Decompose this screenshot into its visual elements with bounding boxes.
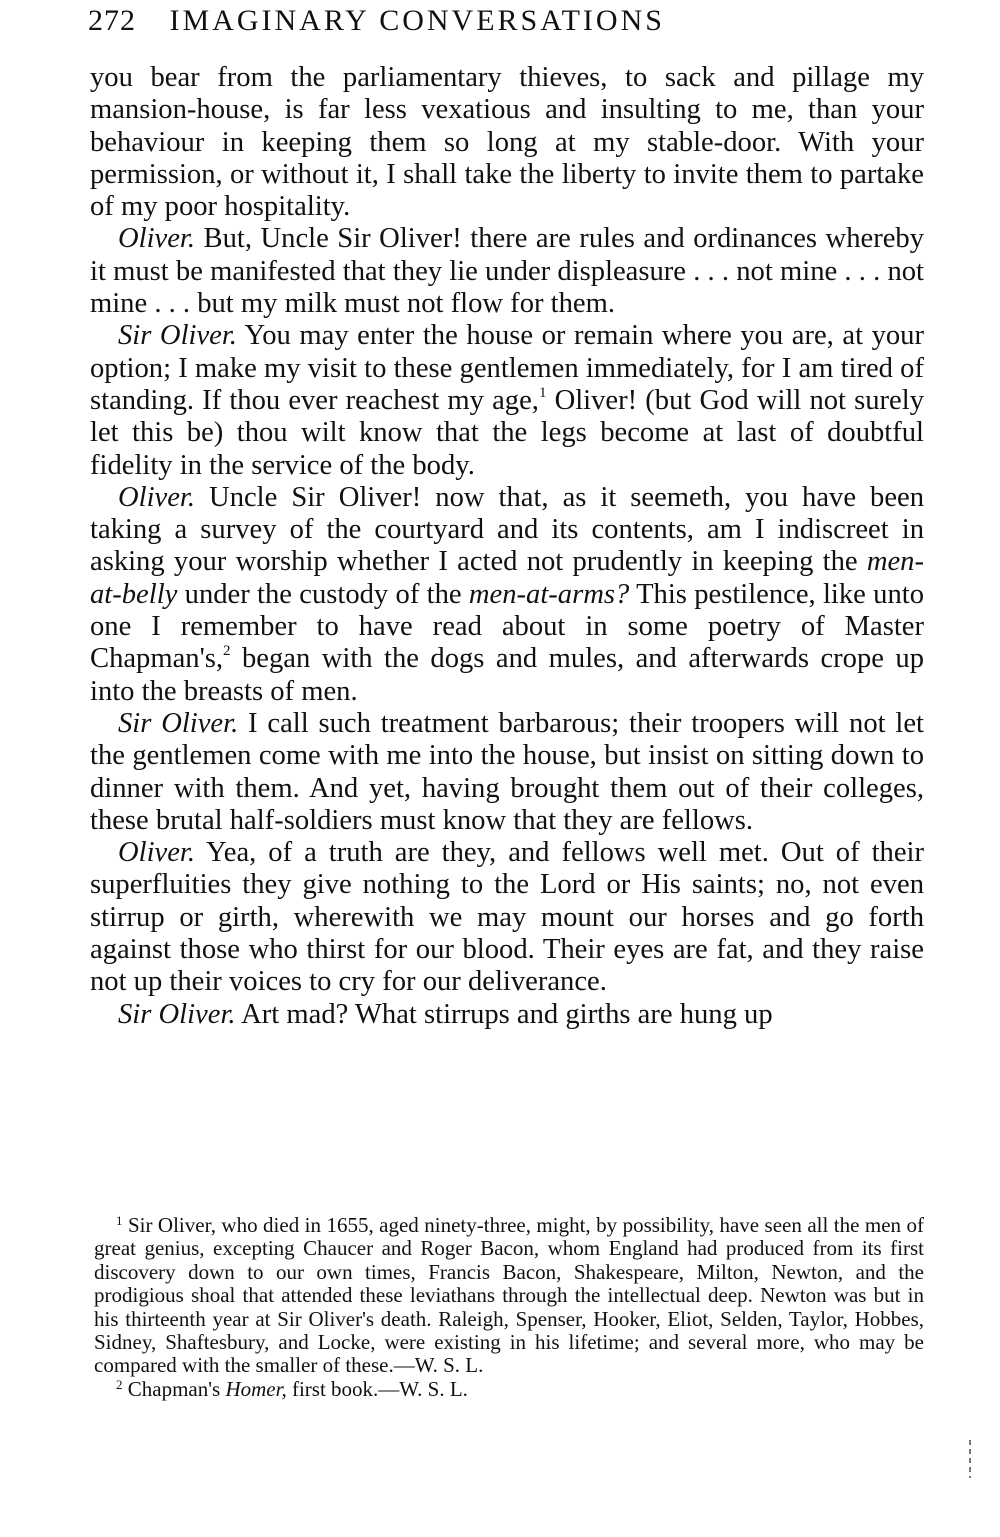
- page-number: 272: [88, 4, 136, 37]
- footnote-text: Sir Oliver, who died in 1655, aged ninety-three, might, by possibility, have seen all the men of great genius, excepting Chaucer and Roger Bacon, whom England had produced from its first discovery down to our own times, Francis Bacon, Shakespeare, Milton, Newton, and the prodigious shoal that attended these leviathans through the intellectual deep. Newton was but in his thirteenth year at Sir Oliver's death. Raleigh, Spenser, Hooker, Eliot, Selden, Taylor, Hobbes, Sidney, Shaftesbury, and Locke, were existing in his lifetime; and several more, who may be compared with the smaller of these.—W. S. L.: [94, 1213, 924, 1378]
- paragraph-continued: [90, 62, 924, 223]
- running-title: IMAGINARY CONVERSATIONS: [169, 4, 665, 37]
- speech-text: Oliver! (but God will not surely let this be) thou wilt know that the legs become at last of doubtful fidelity in the service of the body.: [90, 384, 924, 481]
- footnote-text: first book.—W. S. L.: [286, 1376, 468, 1401]
- italic-term: men-at-arms?: [468, 578, 630, 610]
- speaker-name: Sir Oliver.: [118, 320, 237, 352]
- footnote-mark: 1: [116, 1213, 123, 1228]
- speaker-name: Oliver.: [118, 481, 196, 513]
- scan-edge-mark: [969, 1440, 971, 1478]
- speech-oliver-3: [90, 837, 924, 998]
- speaker-name: Sir Oliver.: [118, 707, 239, 739]
- speech-oliver-1: [90, 223, 924, 320]
- footnote-mark: 2: [116, 1376, 123, 1392]
- speech-oliver-2: [90, 482, 924, 708]
- speech-text: But, Uncle Sir Oliver! there are rules and ordinances whereby it must be manifested that they lie under displeasure . . . not mine . . . not mine . . . but my milk must not flow for them.: [90, 223, 924, 320]
- running-header: [88, 4, 928, 46]
- footnote-2: [94, 1378, 924, 1401]
- footnote-1: [94, 1214, 924, 1378]
- footnotes: [94, 1214, 924, 1401]
- speaker-name: Sir Oliver.: [118, 998, 236, 1030]
- italic-title: Homer,: [225, 1376, 287, 1401]
- speech-text: You may enter the house or remain where you are, at your option; I make my visit to these gentlemen immediately, for I am tired of standing. If thou ever reachest my age,: [90, 320, 924, 416]
- speech-text: Uncle Sir Oliver! now that, as it seemeth, you have been taking a survey of the courtyard and its contents, am I indiscreet in asking your worship whether I acted not prudently in keeping the: [90, 481, 924, 578]
- speech-text: Yea, of a truth are they, and fellows well met. Out of their superfluities they give nothing to the Lord or His saints; no, not even stirrup or girth, wherewith we may mount our horses and go forth against those who thirst for our blood. Their eyes are fat, and they raise not up their voices to cry for our deliverance.: [90, 837, 924, 998]
- speech-text: began with the dogs and mules, and afterwards crope up into the breasts of men.: [90, 643, 924, 707]
- footnote-text: Chapman's: [122, 1376, 226, 1401]
- main-text: [90, 62, 924, 1031]
- footnote-ref-2: 2: [223, 643, 231, 660]
- speech-text: Art mad? What stirrups and girths are hung up: [235, 998, 773, 1030]
- speech-text: under the custody of the: [177, 578, 469, 610]
- paragraph-text: you bear from the parliamentary thieves, to sack and pillage my mansion-house, is far less vexatious and insulting to me, than your behaviour in keeping them so long at my stable-door. With your permission, or without it, I shall take the liberty to invite them to partake of my poor hospitality.: [90, 62, 924, 223]
- speech-sir-oliver-1: [90, 320, 924, 481]
- speech-sir-oliver-2: [90, 708, 924, 837]
- speech-text: This pestilence, like unto one I remember to have read about in some poetry of Master Chapman's,: [90, 578, 924, 675]
- speaker-name: Oliver.: [118, 223, 196, 255]
- speaker-name: Oliver.: [118, 837, 196, 869]
- footnote-ref-1: 1: [538, 384, 547, 401]
- italic-term: men-at-belly: [90, 546, 924, 610]
- speech-text: I call such treatment barbarous; their troopers will not let the gentlemen come with me into the house, but insist on sitting down to dinner with them. And yet, having brought them out of their colleges, these brutal half-soldiers must know that they are fellows.: [90, 707, 924, 836]
- speech-sir-oliver-3: [90, 999, 924, 1031]
